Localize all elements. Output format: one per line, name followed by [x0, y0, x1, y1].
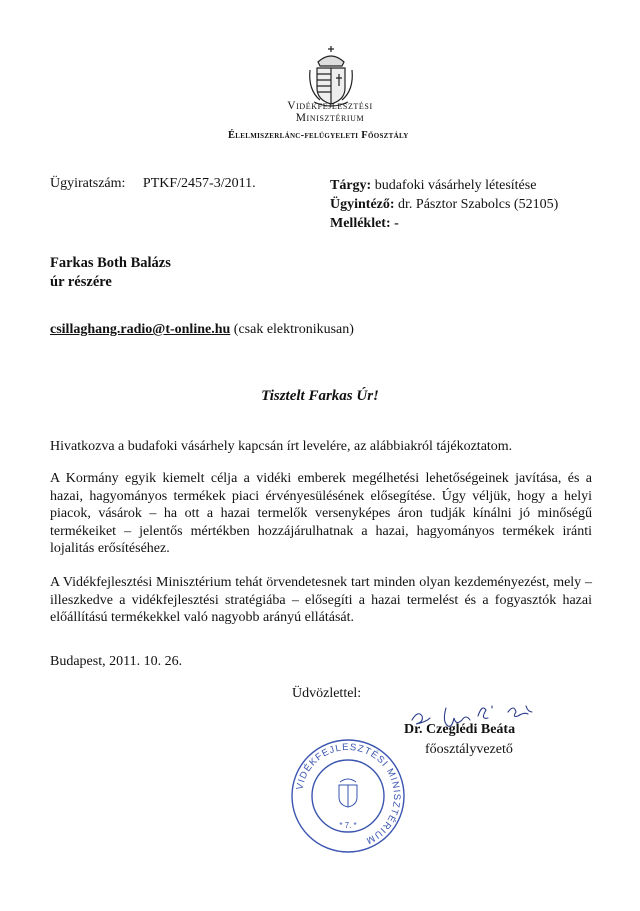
attachment-label: Melléklet:	[330, 216, 391, 231]
recipient-line2: úr részére	[50, 274, 112, 290]
attachment-value: -	[394, 216, 399, 231]
ministry-line-2: Minisztérium	[295, 112, 365, 124]
body-paragraph-2: A Kormány egyik kiemelt célja a vidéki emberek megélhetési lehetőségeinek javítása, és a hazai, hagyományos termékek piaci érvényesülésének elősegítése. Úgy véljük, hogy a helyi piacok, vásárok – ha ott a hazai termelők versenyképes áron tudják kínálni jó minőségű termékeiket – jelentős mértékben hozzájárulhatnak a hazai, hagyományos termékek iránti lojalitás erősítéséhez.	[50, 471, 592, 556]
letter-meta	[330, 176, 558, 233]
reference-number	[50, 176, 256, 192]
email-link[interactable]: csillaghang.radio@t-online.hu	[50, 322, 231, 337]
svg-text:* 7. *: * 7. *	[339, 821, 357, 830]
letter-date: Budapest, 2011. 10. 26.	[50, 654, 183, 669]
reference-value: PTKF/2457-3/2011.	[142, 176, 256, 191]
subject-label: Tárgy:	[330, 178, 372, 193]
ministry-name	[250, 100, 410, 124]
handler-row	[330, 195, 558, 214]
recipient-block	[50, 254, 171, 292]
reference-label: Ügyiratszám:	[50, 176, 126, 191]
subject-value: budafoki vásárhely létesítése	[374, 178, 537, 193]
official-stamp	[288, 736, 408, 856]
attachment-row	[330, 214, 558, 233]
body-paragraph-3: A Vidékfejlesztési Minisztérium tehát örvendetesnek tart minden olyan kezdeményezést, mely – illeszkedve a vidékfejlesztési stratégiába – elősegíti a hazai termelést és a fogyasztók hazai előállítású termékekkel való nagyobb arányú ellátását.	[50, 575, 592, 625]
body-paragraph-1: Hivatkozva a budafoki vásárhely kapcsán írt levelére, az alábbiakról tájékoztatom.	[50, 439, 513, 454]
subject-row	[330, 176, 558, 195]
salutation: Tisztelt Farkas Úr!	[261, 388, 379, 404]
delivery-line	[50, 322, 354, 338]
signer-title: főosztályvezető	[425, 742, 513, 757]
closing-greeting: Üdvözlettel:	[292, 686, 362, 701]
handler-value: dr. Pásztor Szabolcs (52105)	[398, 197, 559, 212]
ministry-line-1: Vidékfejlesztési	[287, 100, 373, 112]
handler-label: Ügyintéző:	[330, 197, 395, 212]
svg-text:VIDÉKFEJLESZTÉSI MINISZTÉRIUM: VIDÉKFEJLESZTÉSI MINISZTÉRIUM	[294, 741, 403, 847]
recipient-name: Farkas Both Balázs	[50, 255, 171, 271]
signer-name: Dr. Czeglédi Beáta	[404, 722, 516, 737]
delivery-note: (csak elektronikusan)	[233, 322, 354, 337]
department-name: Élelmiszerlánc-felügyeleti Főosztály	[228, 130, 409, 141]
